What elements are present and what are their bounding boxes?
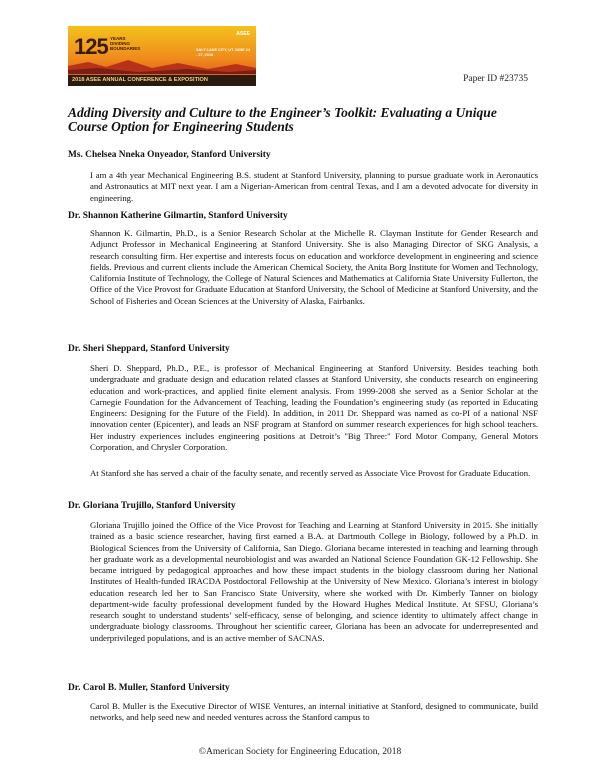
author-name: Dr. Carol B. Muller, Stanford University (68, 683, 230, 693)
author-bio: Carol B. Muller is the Executive Director of WISE Ventures, an internal initiative at Stanford, designed to communicate, build networks, and help seed new and needed ventures across the Stanford campus to (90, 701, 538, 723)
author-bio: Gloriana Trujillo joined the Office of the Vice Provost for Teaching and Learning at Stanford University in 2015. She initially trained as a basic science researcher, having first earned a B.A. at Dartmouth College in Biology, followed by a Ph.D. in Biological Sciences from the University of California, San Diego. Gloriana became interested in teaching and learning through her graduate work as a developmental neurobiologist and was awarded an National Science Foundation GK-12 Fellowship. She became intrigued by pedagogical approaches and how these impact students in the biology classroom during her National Institutes of Health-funded IRACDA Postdoctoral Fellowship at the University of New Mexico. Gloriana’s interest in biology education research led her to San Francisco State University, where she worked with Dr. Kimberly Tanner on biology department-wide faculty professional development funded by the Howard Hughes Medical Institute. At SFSU, Gloriana’s research sought to understand students’ self-efficacy, sense of belonging, and science identity to ultimately affect change in undergraduate biology classrooms. Throughout her scientific career, Gloriana has been an advocate for underrepresented and underprivileged populations, and is an active member of SACNAS. (90, 520, 538, 643)
author-name: Ms. Chelsea Nneka Onyeador, Stanford University (68, 150, 271, 160)
banner-location: SALT LAKE CITY, UT JUNE 24 - 27, 2018 (196, 48, 250, 57)
paper-title: Adding Diversity and Culture to the Engineer’s Toolkit: Evaluating a Unique Course Option for Engineering Students (68, 105, 497, 134)
author-bio: I am a 4th year Mechanical Engineering B.S. student at Stanford University, planning to pursue graduate work in Aeronautics and Astronautics at MIT next year. I am a Nigerian-American from central Texas, and I am a devoted advocate for diversity in engineering. (90, 170, 538, 203)
author-bio: Shannon K. Gilmartin, Ph.D., is a Senior Research Scholar at the Michelle R. Clayman Institute for Gender Research and Adjunct Professor in Mechanical Engineering at Stanford University. She is also Managing Director of SKG Analysis, a research consulting firm. Her expertise and interests focus on education and workforce development in engineering and science fields. Previous and current clients include the American Chemical Society, the Anita Borg Institute for Women and Technology, California Institute of Technology, the College of Natural Sciences and Mathematics at California State University Fullerton, the Office of the Vice Provost for Graduate Education at Stanford University, the School of Medicine at Stanford University, and the School of Fisheries and Ocean Sciences at the University of Alaska, Fairbanks. (90, 228, 538, 306)
author-name: Dr. Gloriana Trujillo, Stanford University (68, 501, 236, 511)
banner-conference-name: 2018 ASEE ANNUAL CONFERENCE & EXPOSITION (68, 75, 256, 86)
author-bio: Sheri D. Sheppard, Ph.D., P.E., is professor of Mechanical Engineering at Stanford University. Besides teaching both undergraduate and graduate design and education related classes at Stanford University, she conducts research on engineering education and work-practices, and applied finite element analysis. From 1999-2008 she served as a Senior Scholar at the Carnegie Foundation for the Advancement of Teaching, leading the Foundation’s engineering study (as reported in Educating Engineers: Designing for the Future of the Field). In addition, in 2011 Dr. Sheppard was named as co-PI of a national NSF innovation center (Epicenter), and leads an NSF program at Stanford on summer research experiences for high school teachers. Her industry experiences includes engineering positions at Detroit’s "Big Three:" Ford Motor Company, General Motors Corporation, and Chrysler Corporation. (90, 363, 538, 452)
author-bio-paragraph: At Stanford she has served a chair of the faculty senate, and recently served as Associate Vice Provost for Graduate Education. (90, 468, 531, 478)
conference-banner (68, 26, 256, 86)
paper-id: Paper ID #23735 (463, 74, 528, 84)
author-name: Dr. Sheri Sheppard, Stanford University (68, 344, 230, 354)
banner-number: 125 (74, 34, 108, 59)
asee-logo: ASEE (236, 31, 250, 37)
copyright-footer: ©American Society for Engineering Education, 2018 (198, 747, 402, 757)
banner-number-caption: YEARS DIVIDING BOUNDARIES (110, 36, 141, 51)
author-name: Dr. Shannon Katherine Gilmartin, Stanford University (68, 211, 288, 221)
